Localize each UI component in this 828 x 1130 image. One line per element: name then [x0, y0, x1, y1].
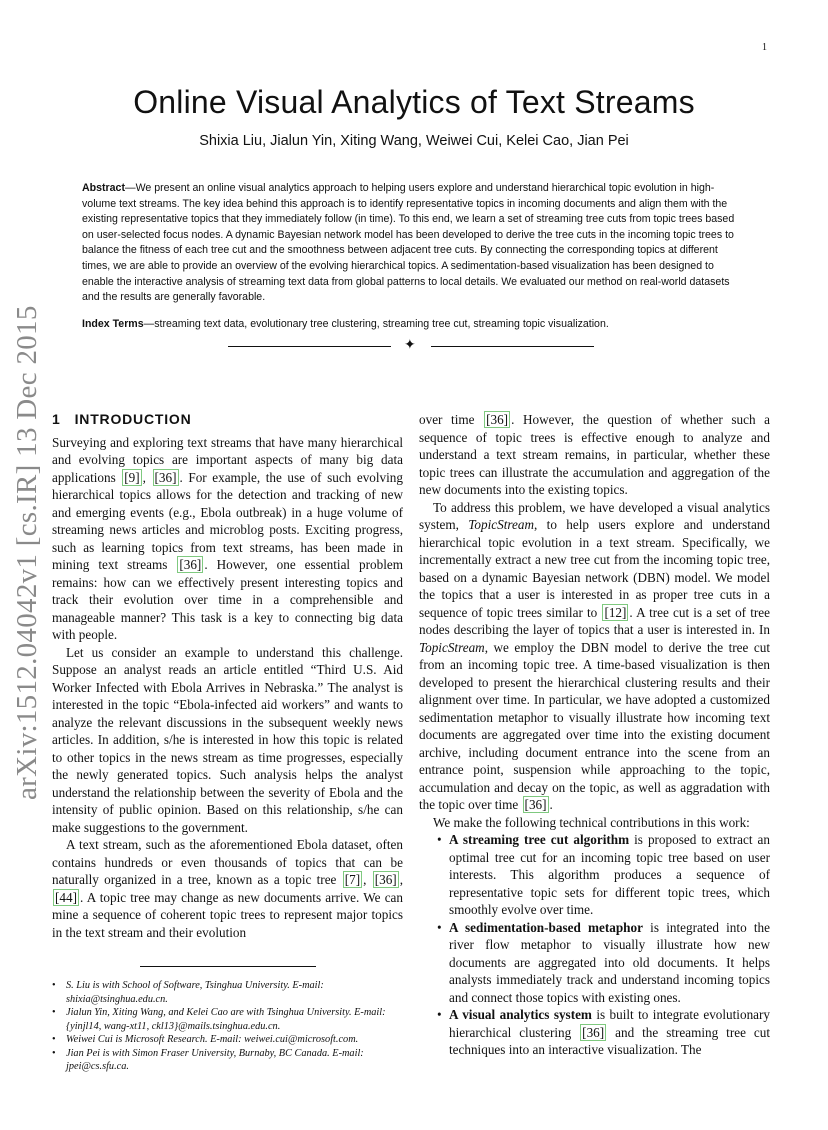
citation-link[interactable]: [44]: [55, 889, 77, 905]
contribution-list: [419, 831, 770, 1059]
citation-link[interactable]: [36]: [374, 872, 397, 887]
text-run: A text stream, such as the aforementioned Ebola dataset, often contains hundreds or even thousands of topics that can be naturally organized in a tree, known as a topic tree: [52, 837, 403, 887]
section-title: INTRODUCTION: [74, 411, 192, 427]
text-run: ,: [363, 872, 372, 887]
citation-link[interactable]: [36]: [179, 557, 202, 572]
text-run: . A topic tree may change as new documents arrive. We can mine a sequence of coherent topic trees to represent major topics in the text stream and their evolution: [52, 889, 403, 940]
index-terms: [82, 317, 744, 333]
right-column: [419, 411, 770, 1059]
text-run: . A tree cut is a set of tree nodes describing the layer of topics that a user is interested in. In: [419, 604, 770, 637]
text-run: To address this problem, we have developed a visual analytics system,: [419, 499, 770, 532]
divider-star-icon: ✦: [404, 337, 416, 353]
contribution-title: A visual analytics system: [449, 1007, 592, 1022]
text-run: , to help users explore and understand hierarchical topic evolution in a text stream. Specifically, we incrementally extract a new tree cut from the incoming topic tree, based on a dynamic Bayesian network (DBN) model. We model the topics that a user is interested in as proper tree cuts in a sequence of topic trees similar to: [419, 517, 770, 620]
text-run: . However, one essential problem remains: how can we effectively present interesting topics and track their evolution over time in a comprehensible and manageable manner? This task is a key to connecting big data with people.: [52, 557, 403, 642]
paragraph: [52, 836, 403, 941]
divider-line-right: [431, 346, 594, 347]
text-run: and the streaming tree cut techniques into an interactive visualization. The: [449, 1024, 771, 1057]
left-column: [52, 411, 403, 941]
paragraph: Let us consider an example to understand this challenge. Suppose an analyst reads an article entitled “Third U.S. Aid Worker Infected with Ebola Arrives in Nebraska.” The analyst is interested in the topic “Ebola-infected aid workers” and wants to analyze the relevant discussions in the subsequent weekly news articles. In addition, s/he is interested in how this topic is related to other topics in the news stream as time progresses, especially the newly generated topics. Such analysis helps the analyst understand the relationship between the severity of Ebola and the intensity of public opinion. Based on this relationship, s/he can make suggestions to the government.: [52, 644, 403, 835]
footnote-rule: [140, 966, 316, 967]
text-run: . However, the question of whether such a sequence of topic trees is effective enough to analyze and understand a text stream remains, in particular, whether these topic trees can illustrate the accumulation and aggregation of the new documents into the existing topics.: [419, 412, 771, 497]
paper-title: Online Visual Analytics of Text Streams: [133, 84, 695, 120]
footnote: • Weiwei Cui is Microsoft Research. E-mail: weiwei.cui@microsoft.com.: [52, 1033, 403, 1047]
footnote: • Jian Pei is with Simon Fraser University, Burnaby, BC Canada. E-mail: jpei@cs.sfu.ca.: [52, 1047, 403, 1074]
paragraph: We make the following technical contributions in this work:: [433, 814, 750, 830]
citation-link[interactable]: [12]: [604, 604, 627, 620]
text-run: . For example, the use of such evolving hierarchical topics allows for the detection and tracking of new and emerging events (e.g., Ebola outbreak) in a huge volume of streaming news articles and microblog posts. Exciting progress, such as learning topics from text streams, has been made in mining text streams: [52, 469, 403, 572]
citation-link[interactable]: [36]: [582, 1024, 605, 1040]
paragraph: [52, 434, 403, 644]
divider-line-left: [228, 346, 391, 347]
text-run: , we employ the DBN model to derive the tree cut from an incoming topic tree. A time-based visualization is then developed to present the hierarchical clustering results and their alignment over time. In particular, we have adopted a customized sedimentation metaphor to visually illustrate how incoming text documents are aggregated over time into the existing document archive, including document entrance into the scene from an entrance point, suspension while approaching to the topic, accumulation and decay on the topic, as well as aggradation with the topic over time: [419, 639, 770, 812]
paragraph: [419, 499, 770, 814]
page-number: 1: [762, 42, 767, 53]
citation-link[interactable]: [7]: [344, 872, 361, 887]
citation-link[interactable]: [36]: [154, 469, 177, 485]
text-run: over time: [419, 412, 484, 427]
citation-link[interactable]: [9]: [124, 469, 140, 485]
footnote: • Jialun Yin, Xiting Wang, and Kelei Cao are with Tsinghua University. E-mail: {yinjl14, wang-xt11, ckl13}@mails.tsinghua.edu.cn.: [52, 1006, 403, 1033]
text-run: .: [549, 797, 553, 812]
section-heading: [52, 411, 403, 429]
text-run: is proposed to extract an optimal tree cut for an incoming topic tree based on user interests. This algorithm produces a sequence of representative topic sets for different topic trees, which smoothly evolve over time.: [449, 832, 770, 917]
index-terms-text: —streaming text data, evolutionary tree clustering, streaming tree cut, streaming topic visualization.: [143, 318, 609, 330]
list-item: [449, 831, 770, 919]
list-item: [449, 1006, 770, 1059]
contribution-title: A sedimentation-based metaphor: [449, 919, 643, 935]
text-run: is built to integrate evolutionary hierarchical clustering: [449, 1007, 770, 1040]
list-item: [449, 919, 770, 1007]
citation-link[interactable]: [36]: [524, 797, 547, 812]
section-divider: [228, 339, 594, 355]
abstract-label: Abstract: [82, 182, 125, 194]
text-run: is integrated into the river flow metaphor to visually illustrate how new documents are aggregated into old documents. It helps analysts immediately track and understand incoming topics and connect those topics with existing ones.: [449, 919, 770, 1005]
system-name: TopicStream: [419, 639, 485, 655]
text-run: Surveying and exploring text streams that have many hierarchical and evolving topics are important aspects of many big data applications: [52, 434, 403, 485]
text-run: ,: [142, 469, 152, 485]
footnote: • S. Liu is with School of Software, Tsinghua University. E-mail: shixia@tsinghua.edu.cn.: [52, 979, 403, 1006]
abstract-text: —We present an online visual analytics approach to helping users explore and understand hierarchical topic evolution in high-volume text streams. The key idea behind this approach is to identify representative topics in incoming documents and align them with the existing representative topics that they immediately follow (in time). To this end, we learn a set of streaming tree cuts from topic trees based on user-selected focus nodes. A dynamic Bayesian network model has been developed to derive the tree cuts in the incoming topic trees to balance the fitness of each tree cut and the smoothness between adjacent tree cuts. By connecting the corresponding topics at different times, we are able to provide an overview of the evolving hierarchical topics. A sedimentation-based visualization has been designed to enable the interactive analysis of streaming text data from global patterns to local details. We evaluated our method on real-world datasets and the results are generally favorable.: [82, 182, 735, 304]
author-list: Shixia Liu, Jialun Yin, Xiting Wang, Weiwei Cui, Kelei Cao, Jian Pei: [199, 133, 629, 149]
section-number: 1: [52, 411, 61, 427]
index-terms-label: Index Terms: [82, 318, 144, 330]
arxiv-stamp: arXiv:1512.04042v1 [cs.IR] 13 Dec 2015: [11, 305, 43, 800]
citation-link[interactable]: [36]: [486, 412, 509, 427]
text-run: ,: [399, 872, 403, 887]
abstract: [82, 181, 744, 306]
paragraph: [419, 411, 770, 499]
system-name: TopicStream: [468, 517, 534, 532]
footnotes: [52, 979, 403, 1074]
contribution-title: A streaming tree cut algorithm: [449, 832, 630, 847]
